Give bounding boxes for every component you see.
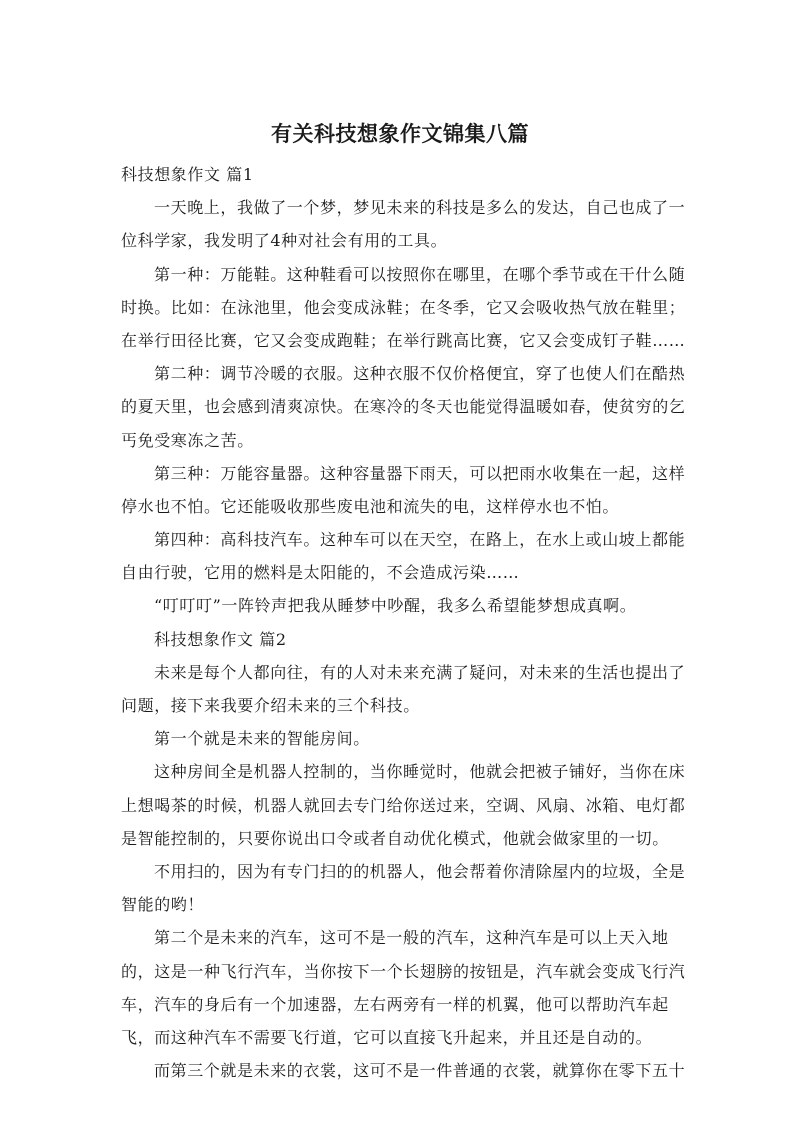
paragraph-line: 第二种：调节冷暖的衣服。这种衣服不仅价格便宜，穿了也使人们在酷热 [154, 364, 686, 384]
paragraph-line: 停水也不怕。它还能吸收那些废电池和流失的电，这样停水也不怕。 [121, 496, 620, 516]
paragraph-line: 丐免受寒冻之苦。 [121, 430, 254, 450]
paragraph-line: 飞，而这种汽车不需要飞行道，它可以直接飞升起来，并且还是自动的。 [121, 1027, 653, 1047]
paragraph-line: 第四种：高科技汽车。这种车可以在天空，在路上，在水上或山坡上都能 [154, 530, 686, 550]
paragraph-line: 自由行驶，它用的燃料是太阳能的，不会造成污染…… [121, 563, 520, 583]
paragraph-line: 的夏天里，也会感到清爽凉快。在寒冷的冬天也能觉得温暖如春，使贫穷的乞 [121, 397, 686, 417]
paragraph-line: 第二个是未来的汽车，这可不是一般的汽车，这种汽车是可以上天入地 [154, 928, 669, 948]
paragraph-line: 一天晚上，我做了一个梦，梦见未来的科技是多么的发达，自己也成了一 [154, 198, 686, 218]
paragraph-line: 第一种：万能鞋。这种鞋看可以按照你在哪里，在哪个季节或在干什么随 [154, 264, 686, 284]
paragraph-line: 第三种：万能容量器。这种容量器下雨天，可以把雨水收集在一起，这样 [154, 463, 686, 483]
paragraph-line: 的，这是一种飞行汽车，当你按下一个长翅膀的按钮是，汽车就会变成飞行汽 [121, 961, 686, 981]
paragraph-line: “叮叮叮”一阵铃声把我从睡梦中吵醒，我多么希望能梦想成真啊。 [154, 596, 637, 616]
paragraph-line: 在举行田径比赛，它又会变成跑鞋；在举行跳高比赛，它又会变成钉子鞋…… [121, 330, 686, 350]
paragraph-line: 第一个就是未来的智能房间。 [154, 729, 370, 749]
paragraph-line: 问题，接下来我要介绍未来的三个科技。 [121, 696, 420, 715]
section-heading-2: 科技想象作文 篇2 [154, 629, 287, 649]
paragraph-line: 上想喝茶的时候，机器人就回去专门给你送过来，空调、风扇、冰箱、电灯都 [121, 795, 686, 815]
paragraph-line: 时换。比如：在泳池里，他会变成泳鞋；在冬季，它又会吸收热气放在鞋里； [121, 297, 686, 317]
paragraph-line: 车，汽车的身后有一个加速器，左右两旁有一样的机翼，他可以帮助汽车起 [121, 994, 669, 1014]
paragraph-line: 智能的哟！ [121, 895, 205, 915]
paragraph-line: 位科学家，我发明了4种对社会有用的工具。 [121, 231, 448, 251]
paragraph-line: 未来是每个人都向往，有的人对未来充满了疑问，对未来的生活也提出了 [154, 662, 686, 682]
section-heading-1: 科技想象作文 篇1 [121, 165, 254, 184]
paragraph-line: 不用扫的，因为有专门扫的的机器人，他会帮着你清除屋内的垃圾，全是 [154, 861, 686, 881]
paragraph-line: 而第三个就是未来的衣裳，这可不是一件普通的衣裳，就算你在零下五十 [154, 1061, 686, 1081]
document-title: 有关科技想象作文锦集八篇 [271, 122, 529, 146]
document-body [121, 158, 686, 1087]
paragraph-line: 是智能控制的，只要你说出口令或者自动优化模式，他就会做家里的一切。 [121, 828, 669, 848]
paragraph-line: 这种房间全是机器人控制的，当你睡觉时，他就会把被子铺好，当你在床 [154, 762, 686, 782]
